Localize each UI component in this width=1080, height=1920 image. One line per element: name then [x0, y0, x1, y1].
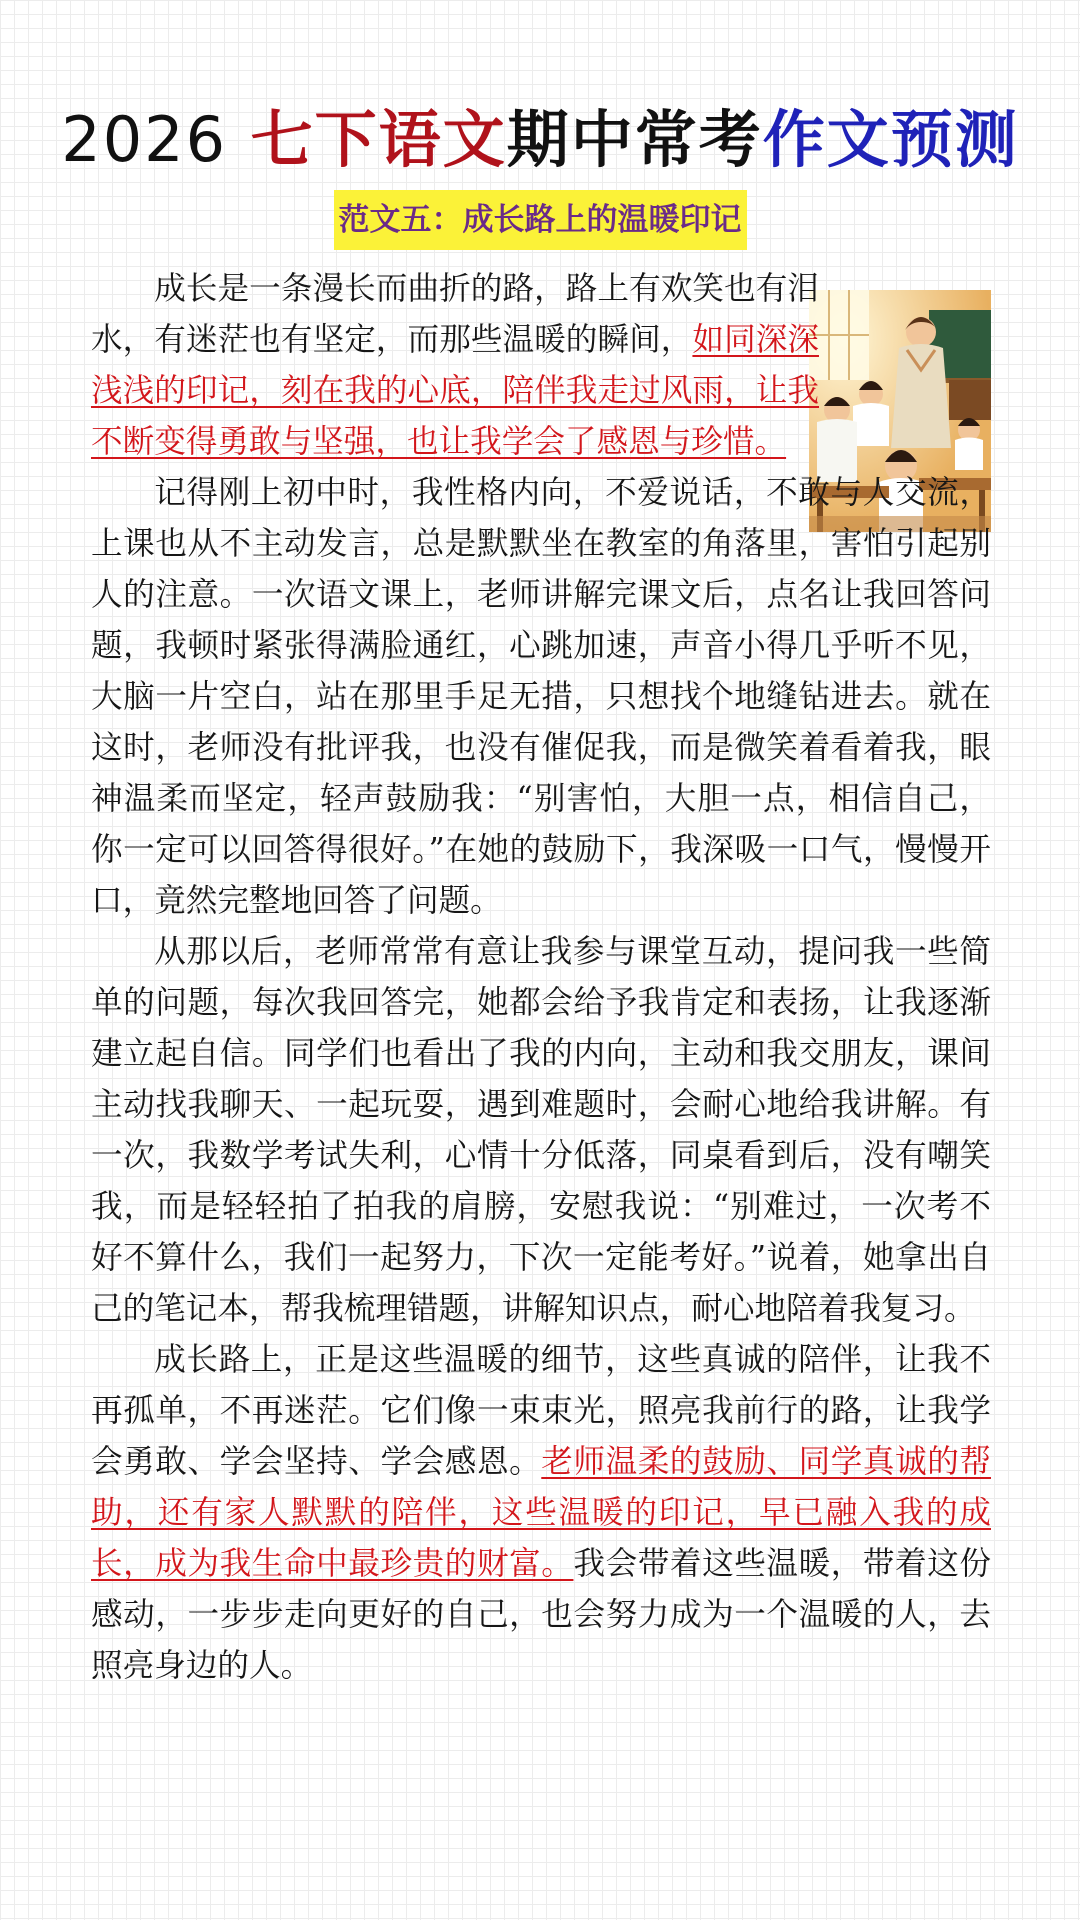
paragraph-4-text-b: 我会带着这些温暖，带着这份感动，一步步走向更好的自己，也会努力成为一个温暖的人，去照亮身边的人。	[91, 1546, 991, 1684]
paragraph-1-text: 成长是一条漫长而曲折的路，路上有欢笑也有泪水，有迷茫也有坚定，而那些温暖的瞬间，	[91, 271, 819, 358]
title-topic: 作文预测	[762, 103, 1019, 176]
essay-paragraph-2: 记得刚上初中时，我性格内向，不爱说话，不敢与人交流，上课也从不主动发言，总是默默坐在教室的角落里，害怕引起别人的注意。一次语文课上，老师讲解完课文后，点名让我回答问题，我顿时紧张得满脸通红，心跳加速，声音小得几乎听不见，大脑一片空白，站在那里手足无措，只想找个地缝钻进去。就在这时，老师没有批评我，也没有催促我，而是微笑着看着我，眼神温柔而坚定，轻声鼓励我：“别害怕，大胆一点，相信自己，你一定可以回答得很好。”在她的鼓励下，我深吸一口气，慢慢开口，竟然完整地回答了问题。	[91, 475, 991, 919]
essay-paragraph-4	[91, 1335, 991, 1692]
title-exam: 期中常考	[506, 103, 763, 176]
essay-subtitle: 范文五：成长路上的温暖印记	[334, 190, 747, 250]
title-subject: 七下语文	[250, 103, 507, 176]
highlighted-sentence-1: 如同深深浅浅的印记，刻在我的心底，陪伴我走过风雨，让我不断变得勇敢与坚强，也让我学会了感恩与珍惜。	[91, 322, 819, 460]
highlighted-sentence-2: 老师温柔的鼓励、同学真诚的帮助，还有家人默默的陪伴，这些温暖的印记，早已融入我的成长，成为我生命中最珍贵的财富。	[91, 1444, 991, 1582]
essay-body	[91, 264, 991, 1692]
essay-paragraph-3: 从那以后，老师常常有意让我参与课堂互动，提问我一些简单的问题，每次我回答完，她都会给予我肯定和表扬，让我逐渐建立起自信。同学们也看出了我的内向，主动和我交朋友，课间主动找我聊天、一起玩耍，遇到难题时，会耐心地给我讲解。有一次，我数学考试失利，心情十分低落，同桌看到后，没有嘲笑我，而是轻轻拍了拍我的肩膀，安慰我说：“别难过，一次考不好不算什么，我们一起努力，下次一定能考好。”说着，她拿出自己的笔记本，帮我梳理错题，讲解知识点，耐心地陪着我复习。	[91, 934, 991, 1327]
page-title	[0, 100, 1080, 180]
paragraph-4-text-a: 成长路上，正是这些温暖的细节，这些真诚的陪伴，让我不再孤单，不再迷茫。它们像一束束光，照亮我前行的路，让我学会勇敢、学会坚持、学会感恩。	[91, 1342, 991, 1480]
essay-paragraph-1	[91, 264, 991, 468]
title-year: 2026	[61, 103, 228, 176]
subtitle-container	[0, 190, 1080, 250]
